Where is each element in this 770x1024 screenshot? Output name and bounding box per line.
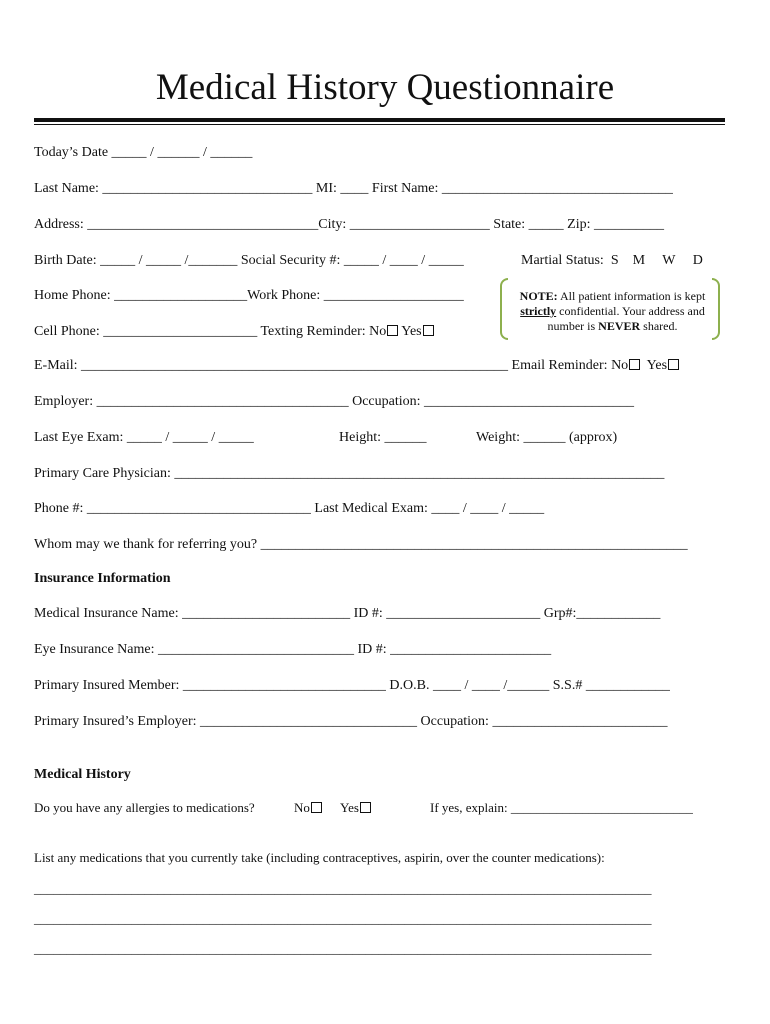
medication-line[interactable]: _______________________________________________________________________________________________ — [34, 911, 652, 926]
name-field-row[interactable]: Last Name: ______________________________ MI: ____ First Name: _________________________________ — [34, 181, 673, 196]
allergies-no-label: No — [294, 800, 310, 815]
cell-phone-text: Cell Phone: ______________________ Texting Reminder: No — [34, 324, 387, 339]
primary-insured-row[interactable]: Primary Insured Member: _____________________________ D.O.B. ____ / ____ /______ S.S.# ____________ — [34, 678, 670, 693]
allergies-explain-field[interactable]: If yes, explain: ____________________________ — [430, 800, 693, 815]
medication-line[interactable]: _______________________________________________________________________________________________ — [34, 881, 652, 896]
email-text: E-Mail: _____________________________________________________________ Email Reminder: No — [34, 358, 629, 373]
note-strictly: strictly — [520, 304, 557, 318]
email-yes-label: Yes — [646, 358, 668, 373]
height-field[interactable]: Height: ______ — [339, 430, 427, 445]
email-yes-checkbox[interactable] — [668, 359, 679, 370]
title-rule-thin — [34, 124, 725, 125]
note-never: NEVER — [598, 319, 641, 333]
medications-prompt: List any medications that you currently take (including contraceptives, aspirin, over the counter medications): — [34, 850, 605, 865]
primary-care-field[interactable]: Primary Care Physician: ______________________________________________________________________ — [34, 466, 665, 481]
allergies-no-checkbox[interactable] — [311, 802, 322, 813]
confidentiality-note: NOTE: All patient information is kept strictly confidential. Your address and number is NEVER shared. — [519, 289, 706, 333]
medical-insurance-row[interactable]: Medical Insurance Name: ________________________ ID #: ______________________ Grp#:____________ — [34, 606, 661, 621]
todays-date-field[interactable]: Today’s Date _____ / ______ / ______ — [34, 145, 253, 160]
address-field-row[interactable]: Address: _________________________________City: ____________________ State: _____ Zip: __________ — [34, 217, 664, 232]
title-rule-thick — [34, 118, 725, 122]
weight-field[interactable]: Weight: ______ (approx) — [476, 430, 618, 445]
eye-insurance-row[interactable]: Eye Insurance Name: ____________________________ ID #: _______________________ — [34, 642, 552, 657]
email-row[interactable] — [34, 357, 734, 375]
insured-employer-row[interactable]: Primary Insured’s Employer: _______________________________ Occupation: _________________________ — [34, 714, 668, 729]
texting-no-checkbox[interactable] — [387, 325, 398, 336]
referral-field[interactable]: Whom may we thank for referring you? _____________________________________________________________ — [34, 537, 688, 552]
allergies-yes-checkbox[interactable] — [360, 802, 371, 813]
allergies-question: Do you have any allergies to medications? — [34, 800, 255, 815]
allergies-yes-label: Yes — [340, 800, 359, 815]
texting-yes-checkbox[interactable] — [423, 325, 434, 336]
allergies-yes-option[interactable] — [340, 799, 371, 817]
note-bracket-left — [500, 278, 508, 340]
note-label: NOTE: — [519, 289, 558, 303]
eye-exam-field[interactable]: Last Eye Exam: _____ / _____ / _____ — [34, 430, 254, 445]
medical-history-heading: Medical History — [34, 767, 131, 782]
medication-line[interactable]: _______________________________________________________________________________________________ — [34, 941, 652, 956]
cell-phone-row[interactable] — [34, 323, 504, 341]
email-no-checkbox[interactable] — [629, 359, 640, 370]
marital-status-options[interactable]: Martial Status: S M W D — [521, 253, 703, 268]
birth-ssn-field-row[interactable]: Birth Date: _____ / _____ /_______ Social Security #: _____ / ____ / _____ — [34, 253, 464, 268]
insurance-heading: Insurance Information — [34, 571, 171, 586]
page-title: Medical History Questionnaire — [155, 67, 615, 108]
allergies-no-option[interactable] — [294, 799, 322, 817]
phone-last-exam-row[interactable]: Phone #: ________________________________ Last Medical Exam: ____ / ____ / _____ — [34, 501, 545, 516]
employer-field-row[interactable]: Employer: ____________________________________ Occupation: ______________________________ — [34, 394, 635, 409]
phone-field-row[interactable]: Home Phone: ___________________Work Phone: ____________________ — [34, 288, 464, 303]
texting-yes-label: Yes — [401, 324, 422, 339]
